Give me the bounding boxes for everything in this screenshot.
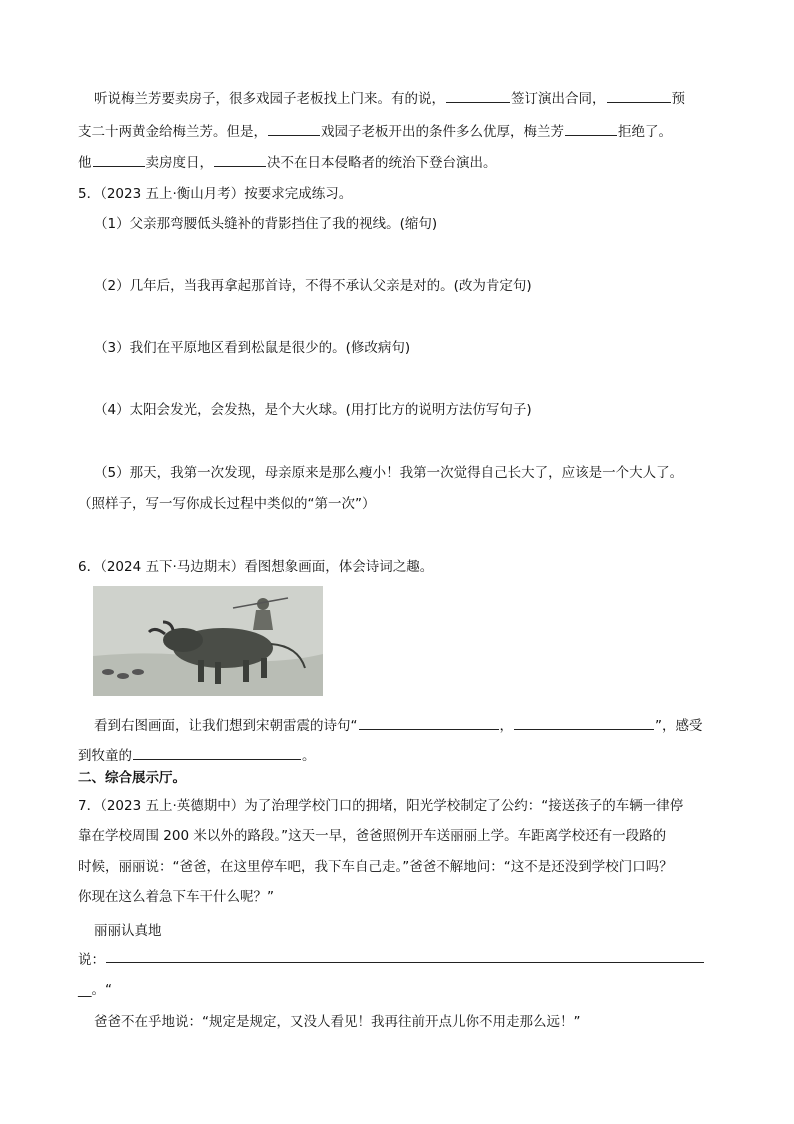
paragraph-line-3: 他 卖房度日， 决不在日本侵略者的统治下登台演出。 [78, 152, 497, 173]
fill-blank[interactable] [446, 88, 510, 103]
q7-line-1: 7．（2023 五上·英德期中）为了治理学校门口的拥堵，阳光学校制定了公约：“接送孩子的车辆一律停 [78, 798, 684, 814]
fill-blank[interactable] [268, 121, 320, 136]
fill-blank[interactable] [565, 121, 617, 136]
q5-item-5: （5）那天，我第一次发现，母亲原来是那么瘦小！我第一次觉得自己长大了，应该是一个大人了。 [94, 465, 684, 481]
q5-item-3: （3）我们在平原地区看到松鼠是很少的。(修改病句) [94, 340, 411, 356]
q6-line-2: 到牧童的 。 [78, 745, 316, 766]
q5-item-5-cont: （照样子，写一写你成长过程中类似的“第一次”） [78, 496, 376, 512]
fill-blank[interactable] [93, 152, 145, 167]
q5-item-2: （2）几年后，当我再拿起那首诗，不得不承认父亲是对的。(改为肯定句) [94, 278, 532, 294]
q7-lili-line: 丽丽认真地 [94, 923, 162, 939]
q7-line-4: 你现在这么着急下车干什么呢？” [78, 889, 274, 905]
q5-item-4: （4）太阳会发光，会发热，是个大火球。(用打比方的说明方法仿写句子) [94, 402, 532, 418]
q7-say-label: 说： [78, 952, 105, 968]
fill-blank[interactable] [214, 152, 266, 167]
q7-line-2: 靠在学校周围 200 米以外的路段。”这天一早，爸爸照例开车送丽丽上学。车距离学校还有一段路的 [78, 828, 667, 844]
poem-blank-1[interactable] [359, 715, 499, 730]
q6-line-1: 看到右图画面，让我们想到宋朝雷震的诗句“ ， ”，感受 [94, 715, 703, 736]
paragraph-line-2: 支二十两黄金给梅兰芳。但是， 戏园子老板开出的条件多么优厚，梅兰芳 拒绝了。 [78, 121, 672, 142]
q7-tail: __。“ [78, 982, 112, 998]
question-5-header: 5．（2023 五上·衡山月考）按要求完成练习。 [78, 186, 353, 202]
q5-item-1: （1）父亲那弯腰低头缝补的背影挡住了我的视线。(缩句) [94, 216, 438, 232]
section-2-title: 二、综合展示厅。 [78, 770, 186, 786]
herdboy-blank[interactable] [133, 745, 301, 760]
paragraph-line-1: 听说梅兰芳要卖房子，很多戏园子老板找上门来。有的说， 签订演出合同， 预 [94, 88, 685, 109]
question-6-header: 6．（2024 五下·马边期末）看图想象画面，体会诗词之趣。 [78, 559, 434, 575]
q7-line-3: 时候，丽丽说：“爸爸，在这里停车吧，我下车自己走。”爸爸不解地问：“这不是还没到学校门口吗？ [78, 859, 673, 875]
answer-line[interactable] [106, 962, 704, 963]
poem-blank-2[interactable] [514, 715, 654, 730]
q7-dad-line: 爸爸不在乎地说：“规定是规定，又没人看见！我再往前开点儿你不用走那么远！” [94, 1014, 581, 1030]
fill-blank[interactable] [607, 88, 671, 103]
buffalo-painting-image [93, 586, 323, 696]
